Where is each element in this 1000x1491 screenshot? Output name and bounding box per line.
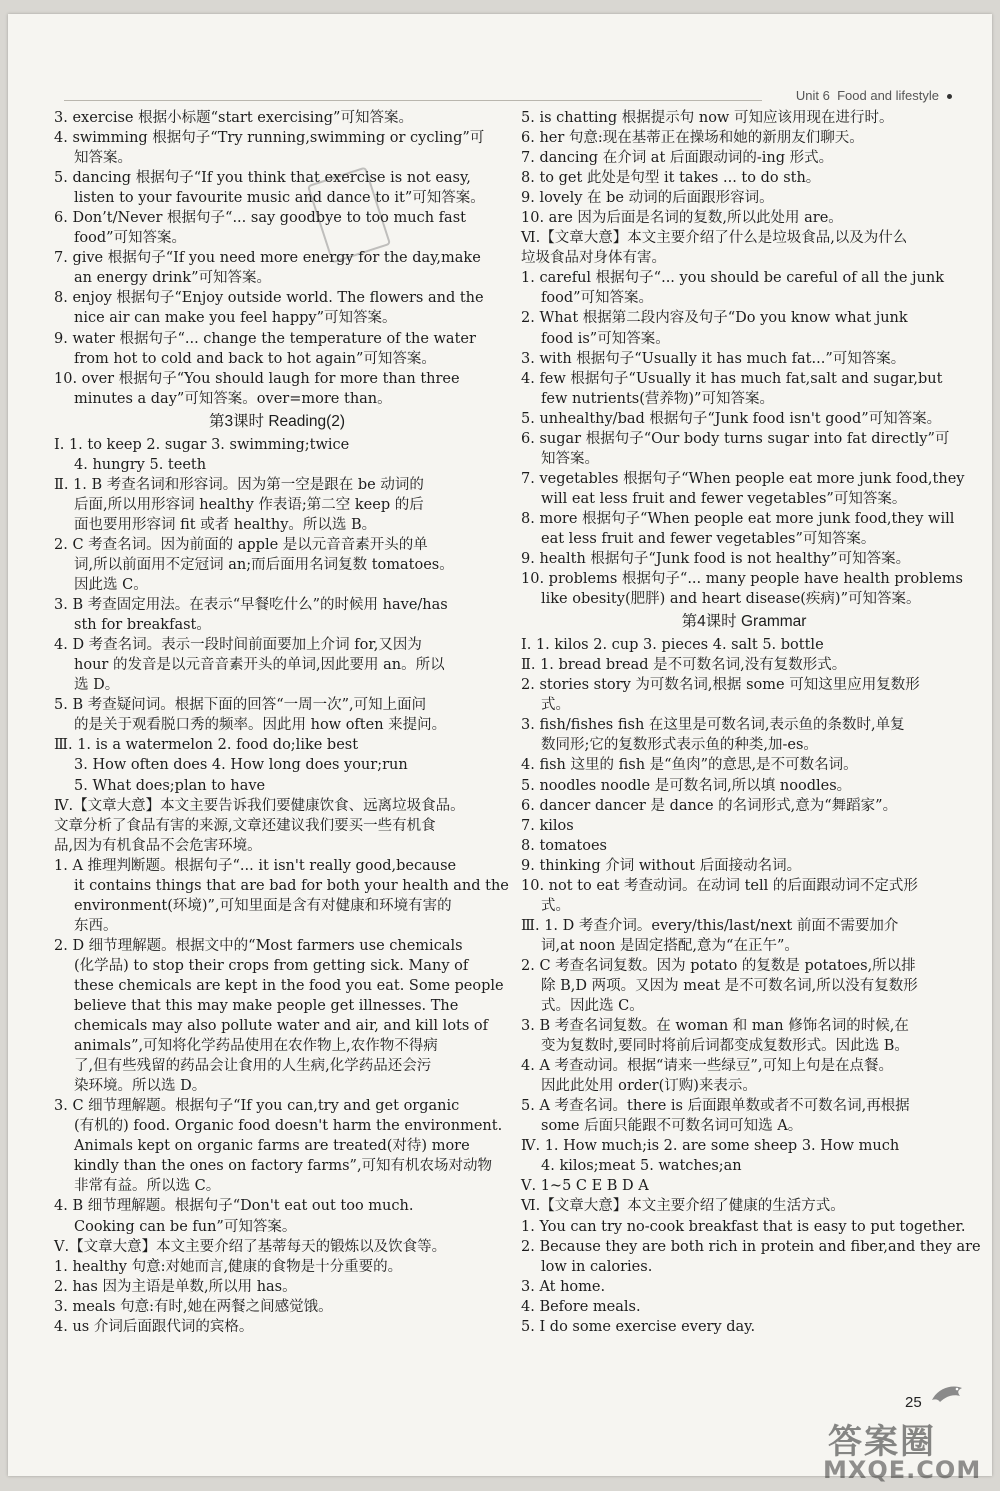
answer-line: 知答案。 — [74, 150, 132, 167]
answer-line: 3. At home. — [521, 1278, 606, 1295]
answer-line: 后面,所以用形容词 healthy 作表语;第二空 keep 的后 — [74, 496, 424, 513]
dolphin-icon — [930, 1380, 966, 1408]
unit-number: Unit 6 — [795, 88, 830, 103]
answer-line: from hot to cold and back to hot again”可知答案。 — [74, 350, 436, 367]
answer-line: 1. You can try no-cook breakfast that is easy to put together. — [521, 1218, 966, 1235]
answer-line: 8. enjoy 根据句子“Enjoy outside world. The flowers and the — [54, 290, 484, 307]
answer-line: 3. How often does 4. How long does your;run — [74, 757, 408, 774]
answer-line: 6. Don’t/Never 根据句子“... say goodbye to too much fast — [54, 210, 466, 227]
answer-line: food”可知答案。 — [541, 290, 654, 307]
answer-line: 9. thinking 介词 without 后面接动名词。 — [521, 857, 802, 874]
answer-line: 8. to get 此处是句型 it takes ... to do sth。 — [521, 170, 821, 187]
right-answer-column — [521, 108, 981, 1337]
answer-line: an energy drink”可知答案。 — [74, 270, 271, 287]
answer-line: 式。因此选 C。 — [541, 998, 644, 1015]
answer-line: 因此选 C。 — [74, 577, 148, 594]
answer-line: minutes a day”可知答案。over=more than。 — [74, 390, 392, 407]
answer-line: Ⅳ.【文章大意】本文主要告诉我们要健康饮食、远离垃圾食品。 — [54, 797, 465, 814]
answer-line: Ⅵ.【文章大意】本文主要介绍了什么是垃圾食品,以及为什么 — [521, 230, 908, 247]
answer-line: 2. C 考查名词。因为前面的 apple 是以元音音素开头的单 — [54, 536, 428, 553]
answer-line: 9. health 根据句子“Junk food is not healthy”可知答案。 — [521, 551, 911, 568]
answer-line: 3. exercise 根据小标题“start exercising”可知答案。 — [54, 110, 413, 126]
answer-line: 4. us 介词后面跟代词的宾格。 — [54, 1318, 254, 1335]
answer-line: 词,at noon 是固定搭配,意为“在正午”。 — [541, 937, 799, 954]
answer-line: few nutrients(营养物)”可知答案。 — [541, 390, 774, 407]
answer-line: 5. dancing 根据句子“If you think that exercise is not easy, — [54, 170, 471, 187]
answer-line: 9. water 根据句子“... change the temperature of the water — [54, 330, 476, 347]
answer-line: 3. B 考查固定用法。在表示“早餐吃什么”的时候用 have/has — [54, 597, 448, 614]
answer-line: 文章分析了食品有害的来源,文章还建议我们要买一些有机食 — [54, 817, 436, 834]
answer-line: 7. vegetables 根据句子“When people eat more junk food,they — [521, 470, 965, 487]
textbook-page — [8, 14, 992, 1484]
answer-line: Ⅱ. 1. B 考查名词和形容词。因为第一空是跟在 be 动词的 — [54, 476, 424, 493]
unit-topic: Food and lifestyle — [837, 88, 939, 103]
answer-line: 东西。 — [74, 917, 118, 934]
answer-line: food”可知答案。 — [74, 230, 187, 247]
answer-line: 2. D 细节理解题。根据文中的“Most farmers use chemicals — [54, 937, 463, 954]
answer-line: Ⅰ. 1. to keep 2. sugar 3. swimming;twice — [54, 436, 350, 453]
answer-line: Ⅱ. 1. bread bread 是不可数名词,没有复数形式。 — [521, 657, 847, 674]
answer-line: 8. tomatoes — [521, 837, 607, 854]
answer-line: kindly than the ones on factory farms”,可知有机农场对动物 — [74, 1158, 493, 1175]
answer-line: 5. B 考查疑问词。根据下面的回答“一周一次”,可知上面问 — [54, 697, 427, 714]
answer-line: 4. fish 这里的 fish 是“鱼肉”的意思,是不可数名词。 — [521, 757, 858, 774]
answer-line: 10. problems 根据句子“... many people have health problems — [521, 571, 963, 588]
answer-line: 2. has 因为主语是单数,所以用 has。 — [54, 1278, 297, 1295]
answer-line: 5. I do some exercise every day. — [521, 1318, 756, 1335]
answer-line: 知答案。 — [541, 450, 599, 467]
answer-line: 因此此处用 order(订购)来表示。 — [541, 1078, 757, 1095]
answer-line: sth for breakfast。 — [74, 617, 211, 634]
answer-line: 3. B 考查名词复数。在 woman 和 man 修饰名词的时候,在 — [521, 1018, 909, 1035]
section-heading: 第3课时 Reading(2) — [208, 412, 346, 430]
answer-line: 6. her 句意:现在基蒂正在操场和她的新朋友们聊天。 — [521, 130, 864, 147]
answer-line: Ⅰ. 1. kilos 2. cup 3. pieces 4. salt 5. bottle — [521, 637, 824, 654]
answer-line: Ⅴ.【文章大意】本文主要介绍了基蒂每天的锻炼以及饮食等。 — [54, 1238, 447, 1255]
answer-line: 4. D 考查名词。表示一段时间前面要加上介词 for,又因为 — [54, 637, 422, 654]
answer-line: hour 的发音是以元音音素开头的单词,因此要用 an。所以 — [74, 657, 445, 674]
answer-line: 9. lovely 在 be 动词的后面跟形容词。 — [521, 190, 774, 207]
answer-line: 6. dancer dancer 是 dance 的名词形式,意为“舞蹈家”。 — [521, 797, 898, 814]
answer-line: nice air can make you feel happy”可知答案。 — [74, 310, 397, 327]
unit-label — [796, 88, 952, 103]
answer-line: 4. Before meals. — [521, 1298, 641, 1315]
answer-line: 3. meals 句意:有时,她在两餐之间感觉饿。 — [54, 1298, 333, 1315]
answer-line: 1. healthy 句意:对她而言,健康的食物是十分重要的。 — [54, 1258, 403, 1275]
answer-line: 7. kilos — [521, 817, 574, 834]
answer-line: 5. A 考查名词。there is 后面跟单数或者不可数名词,再根据 — [521, 1098, 910, 1115]
answer-line: 非常有益。所以选 C。 — [74, 1178, 221, 1195]
left-answer-column — [54, 108, 509, 1337]
answer-line: (有机的) food. Organic food doesn't harm the environment. — [74, 1118, 503, 1135]
section-heading: 第4课时 Grammar — [681, 613, 807, 631]
answer-line: 数同形;它的复数形式表示鱼的种类,加-es。 — [541, 737, 818, 754]
answer-line: (化学品) to stop their crops from getting sick. Many of — [74, 957, 469, 974]
answer-line: like obesity(肥胖) and heart disease(疾病)”可知答案。 — [541, 591, 921, 608]
answer-line: 5. noodles noodle 是可数名词,所以填 noodles。 — [521, 777, 852, 794]
answer-line: these chemicals are kept in the food you eat. Some people — [74, 977, 504, 994]
answer-line: 5. is chatting 根据提示句 now 可知应该用现在进行时。 — [521, 110, 894, 126]
answer-line: it contains things that are bad for both your health and the — [74, 877, 509, 894]
answer-line: 2. What 根据第二段内容及句子“Do you know what junk — [521, 310, 908, 327]
answer-line: 4. swimming 根据句子“Try running,swimming or cycling”可 — [54, 130, 485, 147]
answer-line: Ⅴ. 1~5 C E B D A — [521, 1178, 649, 1195]
answer-line: eat less fruit and fewer vegetables”可知答案。 — [541, 530, 876, 547]
answer-line: 3. with 根据句子“Usually it has much fat...”可知答案。 — [521, 350, 906, 367]
answer-line: 3. fish/fishes fish 在这里是可数名词,表示鱼的条数时,单复 — [521, 717, 905, 734]
answer-line: Ⅳ. 1. How much;is 2. are some sheep 3. How much — [521, 1138, 900, 1155]
answer-line: 10. over 根据句子“You should laugh for more than three — [54, 370, 460, 387]
answer-line: 了,但有些残留的药品会让食用的人生病,化学药品还会污 — [74, 1058, 432, 1075]
answer-line: 词,所以前面用不定冠词 an;而后面用名词复数 tomatoes。 — [74, 556, 454, 573]
answer-line: some 后面只能跟不可数名词可知选 A。 — [541, 1118, 803, 1135]
answer-line: 选 D。 — [74, 677, 120, 694]
answer-line: believe that this may make people get illnesses. The — [74, 998, 459, 1015]
answer-line: 式。 — [541, 897, 570, 914]
answer-line: 4. B 细节理解题。根据句子“Don't eat out too much. — [54, 1198, 414, 1215]
answer-line: 4. hungry 5. teeth — [74, 456, 207, 473]
answer-line: 的是关于观看脱口秀的频率。因此用 how often 来提问。 — [74, 717, 447, 734]
running-header — [8, 14, 992, 114]
page-number: 25 — [905, 1394, 922, 1411]
answer-line: 垃圾食品对身体有害。 — [521, 250, 666, 267]
header-rule — [64, 100, 762, 101]
bullet-icon — [947, 94, 952, 99]
answer-line: 7. dancing 在介词 at 后面跟动词的-ing 形式。 — [521, 150, 834, 167]
answer-line: 1. careful 根据句子“... you should be careful of all the junk — [521, 270, 945, 287]
answer-line: Cooking can be fun”可知答案。 — [74, 1218, 297, 1235]
answer-line: 除 B,D 两项。又因为 meat 是不可数名词,所以没有复数形 — [541, 977, 918, 994]
answer-line: 面也要用形容词 fit 或者 healthy。所以选 B。 — [74, 516, 377, 533]
watermark-logo: 答案圈 — [828, 1422, 936, 1462]
answer-line: 6. sugar 根据句子“Our body turns sugar into fat directly”可 — [521, 430, 950, 447]
answer-line: 10. are 因为后面是名词的复数,所以此处用 are。 — [521, 210, 843, 227]
answer-line: 4. A 考查动词。根据“请来一些绿豆”,可知上句是在点餐。 — [521, 1058, 893, 1075]
answer-line: 1. A 推理判断题。根据句子“... it isn't really good,because — [54, 857, 457, 874]
answer-line: 5. unhealthy/bad 根据句子“Junk food isn't good”可知答案。 — [521, 410, 942, 427]
answer-line: animals”,可知将化学药品使用在农作物上,农作物不得病 — [74, 1038, 438, 1055]
answer-line: 2. stories story 为可数名词,根据 some 可知这里应用复数形 — [521, 677, 920, 694]
answer-line: 3. C 细节理解题。根据句子“If you can,try and get organic — [54, 1098, 460, 1115]
answer-line: Ⅲ. 1. D 考查介词。every/this/last/next 前面不需要加介 — [521, 917, 899, 934]
answer-line: listen to your favourite music and dance to it”可知答案。 — [74, 190, 485, 207]
answer-line: food is”可知答案。 — [541, 330, 670, 347]
answer-line: 10. not to eat 考查动词。在动词 tell 的后面跟动词不定式形 — [521, 877, 918, 894]
answer-line: 5. What does;plan to have — [74, 777, 266, 794]
answer-line: low in calories. — [541, 1258, 653, 1275]
watermark-url: MXQE.COM — [823, 1456, 982, 1484]
answer-line: will eat less fruit and fewer vegetables”可知答案。 — [541, 490, 907, 507]
answer-line: 式。 — [541, 697, 570, 714]
answer-line: 变为复数时,要同时将前后词都变成复数形式。因此选 B。 — [541, 1038, 909, 1055]
answer-line: 品,因为有机食品不会危害环境。 — [54, 837, 262, 854]
answer-line: 染环境。所以选 D。 — [74, 1078, 207, 1095]
answer-line: 8. more 根据句子“When people eat more junk food,they will — [521, 510, 955, 527]
answer-line: Ⅵ.【文章大意】本文主要介绍了健康的生活方式。 — [521, 1198, 845, 1215]
answer-line: 2. Because they are both rich in protein and fiber,and they are — [521, 1238, 981, 1255]
answer-line: Ⅲ. 1. is a watermelon 2. food do;like best — [54, 737, 359, 754]
answer-line: environment(环境)”,可知里面是含有对健康和环境有害的 — [74, 897, 452, 914]
answer-line: Animals kept on organic farms are treated(对待) more — [74, 1138, 470, 1155]
answer-line: 4. kilos;meat 5. watches;an — [541, 1158, 742, 1175]
answer-line: 7. give 根据句子“If you need more energy for the day,make — [54, 250, 481, 267]
answer-line: chemicals may also pollute water and air, and kill lots of — [74, 1018, 489, 1035]
answer-line: 2. C 考查名词复数。因为 potato 的复数是 potatoes,所以排 — [521, 957, 916, 974]
answer-line: 4. few 根据句子“Usually it has much fat,salt and sugar,but — [521, 370, 943, 387]
